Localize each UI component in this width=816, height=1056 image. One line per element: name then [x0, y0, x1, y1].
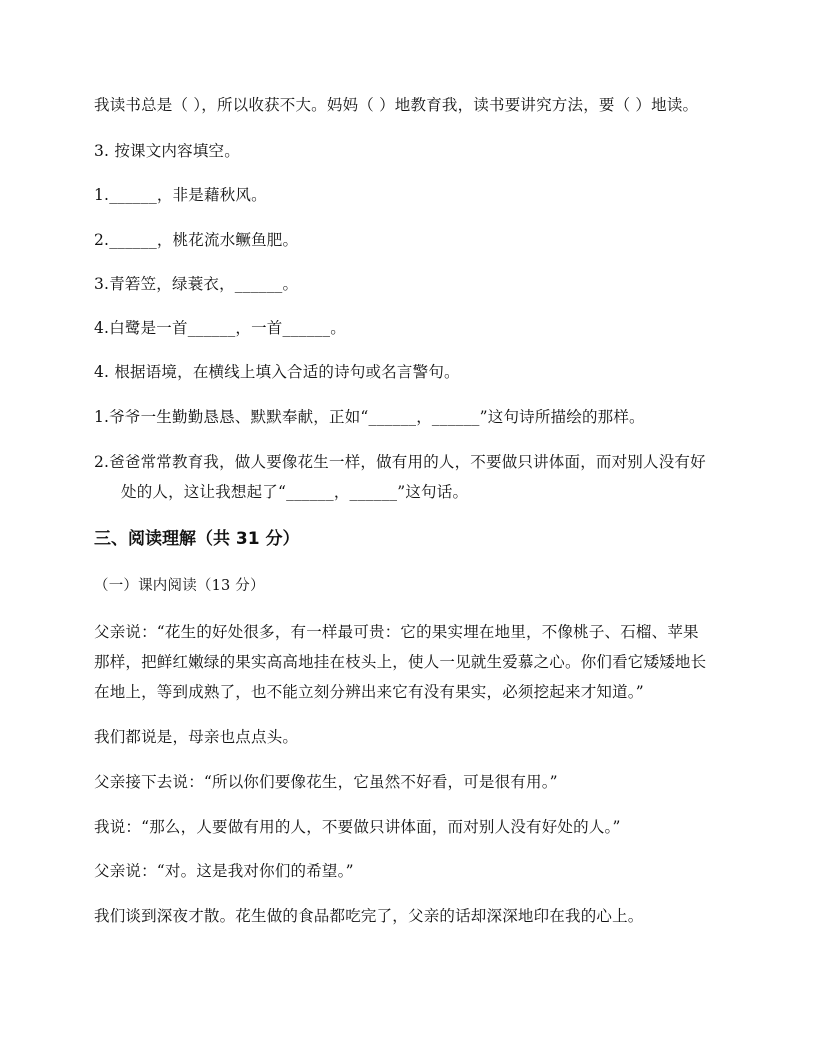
passage-p3: 父亲接下去说：“所以你们要像花生，它虽然不好看，可是很有用。” [94, 773, 558, 791]
question-4-item-2-line-2: 处的人，这让我想起了“______，______”这句话。 [121, 483, 469, 501]
passage-p6: 我们谈到深夜才散。花生做的食品都吃完了，父亲的话却深深地印在我的心上。 [94, 907, 644, 925]
question-4-item-1: 1.爷爷一生勤勤恳恳、默默奉献，正如“______，______”这句诗所描绘的那样。 [94, 408, 645, 426]
section-3-heading: 三、阅读理解（共 31 分） [94, 529, 300, 549]
fill-blank-line: 我读书总是（ ），所以收获不大。妈妈（ ）地教育我，读书要讲究方法，要（ ）地读。 [94, 96, 699, 114]
passage-p1-line-3: 在地上，等到成熟了，也不能立刻分辨出来它有没有果实，必须挖起来才知道。” [94, 683, 644, 701]
passage-p4: 我说：“那么，人要做有用的人，不要做只讲体面，而对别人没有好处的人。” [94, 818, 621, 836]
question-3-item-1: 1.______，非是藉秋风。 [94, 186, 267, 204]
question-3-item-2: 2.______，桃花流水鳜鱼肥。 [94, 231, 299, 249]
question-4-item-2-line-1: 2.爸爸常常教育我，做人要像花生一样，做有用的人，不要做只讲体面，而对别人没有好 [94, 453, 706, 471]
passage-p2: 我们都说是，母亲也点点头。 [94, 728, 299, 746]
section-3-subheading: （一）课内阅读（13 分） [94, 578, 265, 594]
question-3-title: 3. 按课文内容填空。 [94, 142, 240, 160]
passage-p1-line-2: 那样，把鲜红嫩绿的果实高高地挂在枝头上，使人一见就生爱慕之心。你们看它矮矮地长 [94, 653, 707, 671]
passage-p1-line-1: 父亲说：“花生的好处很多，有一样最可贵：它的果实埋在地里，不像桃子、石榴、苹果 [94, 623, 699, 641]
question-4-title: 4. 根据语境，在横线上填入合适的诗句或名言警句。 [94, 363, 460, 381]
question-3-item-4: 4.白鹭是一首______，一首______。 [94, 319, 346, 337]
question-3-item-3: 3.青箬笠，绿蓑衣，______。 [94, 275, 299, 293]
passage-p5: 父亲说：“对。这是我对你们的希望。” [94, 862, 354, 880]
